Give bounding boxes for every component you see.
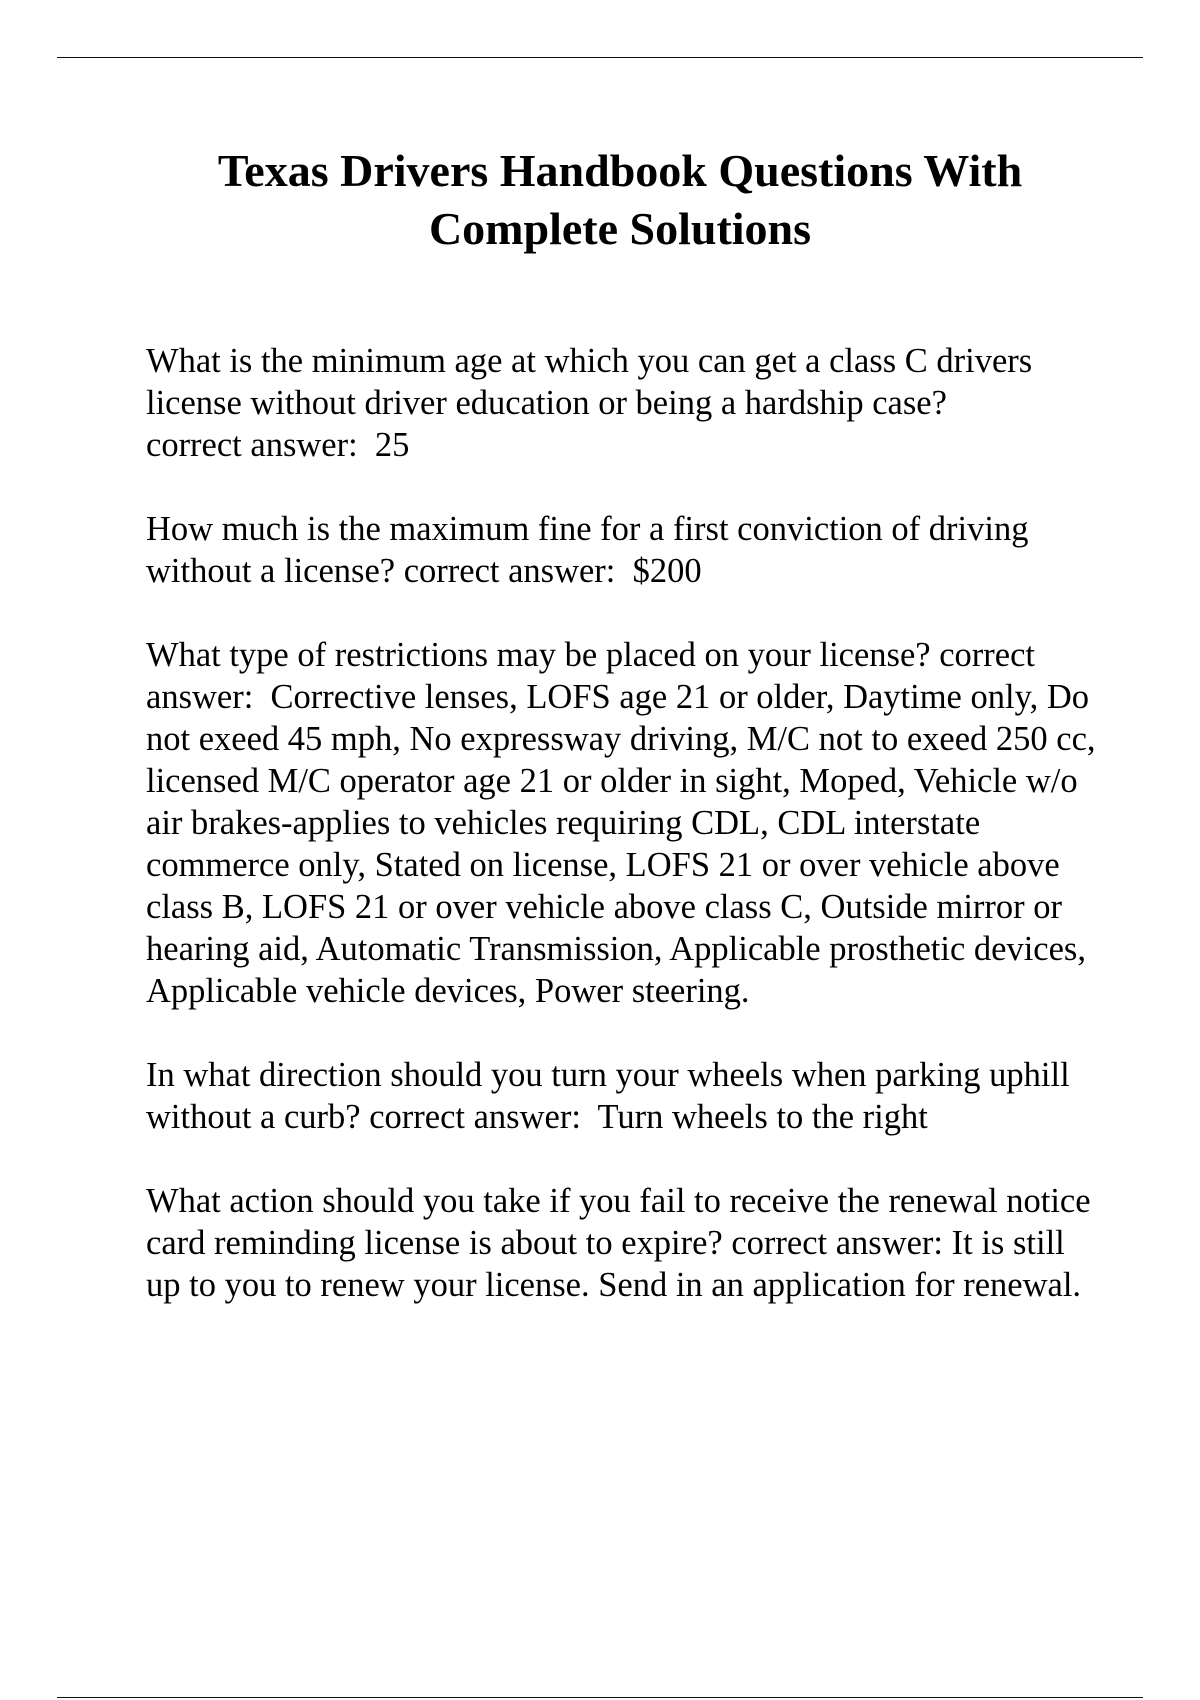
qa-item-1 xyxy=(146,340,1106,466)
answer-text: $200 xyxy=(632,552,702,590)
answer-prefix: correct answer: xyxy=(146,636,1035,716)
question-text: What action should you take if you fail to receive the renewal notice card reminding license is about to expire? xyxy=(146,1182,1091,1262)
qa-item-5 xyxy=(146,1180,1106,1306)
qa-item-4 xyxy=(146,1054,1106,1138)
title-line-2: Complete Solutions xyxy=(428,203,812,254)
answer-prefix: correct answer: xyxy=(369,1098,581,1136)
question-text: What is the minimum age at which you can get a class C drivers license without driver education or being a hardship case? xyxy=(146,342,1033,422)
qa-item-3 xyxy=(146,634,1106,1012)
qa-list xyxy=(146,340,1106,1348)
question-text: In what direction should you turn your wheels when parking uphill without a curb? xyxy=(146,1056,1070,1136)
title-line-1: Texas Drivers Handbook Questions With xyxy=(217,145,1023,196)
question-text: What type of restrictions may be placed on your license? xyxy=(146,636,931,674)
answer-text: It is still up to you to renew your license. Send in an application for renewal. xyxy=(146,1224,1082,1304)
document-title xyxy=(150,142,1090,258)
answer-text: Turn wheels to the right xyxy=(597,1098,928,1136)
bottom-rule xyxy=(57,1697,1143,1698)
answer-prefix: correct answer: xyxy=(731,1224,944,1262)
qa-item-2 xyxy=(146,508,1106,592)
answer-prefix: correct answer: xyxy=(403,552,616,590)
top-rule xyxy=(57,57,1143,58)
answer-text: 25 xyxy=(374,426,410,464)
question-text: How much is the maximum fine for a first conviction of driving without a license? xyxy=(146,510,1029,590)
answer-prefix: correct answer: xyxy=(146,426,358,464)
answer-text: Corrective lenses, LOFS age 21 or older, Daytime only, Do not exeed 45 mph, No expressway driving, M/C not to exeed 250 cc, licensed M/C operator age 21 or older in sight, Moped, Vehicle w/o air brakes-applies to vehicles requiring CDL, CDL interstate commerce only, Stated on license, LOFS 21 or over vehicle above class B, LOFS 21 or over vehicle above class C, Outside mirror or hearing aid, Automatic Transmission, Applicable prosthetic devices, Applicable vehicle devices, Power steering. xyxy=(146,678,1096,1010)
